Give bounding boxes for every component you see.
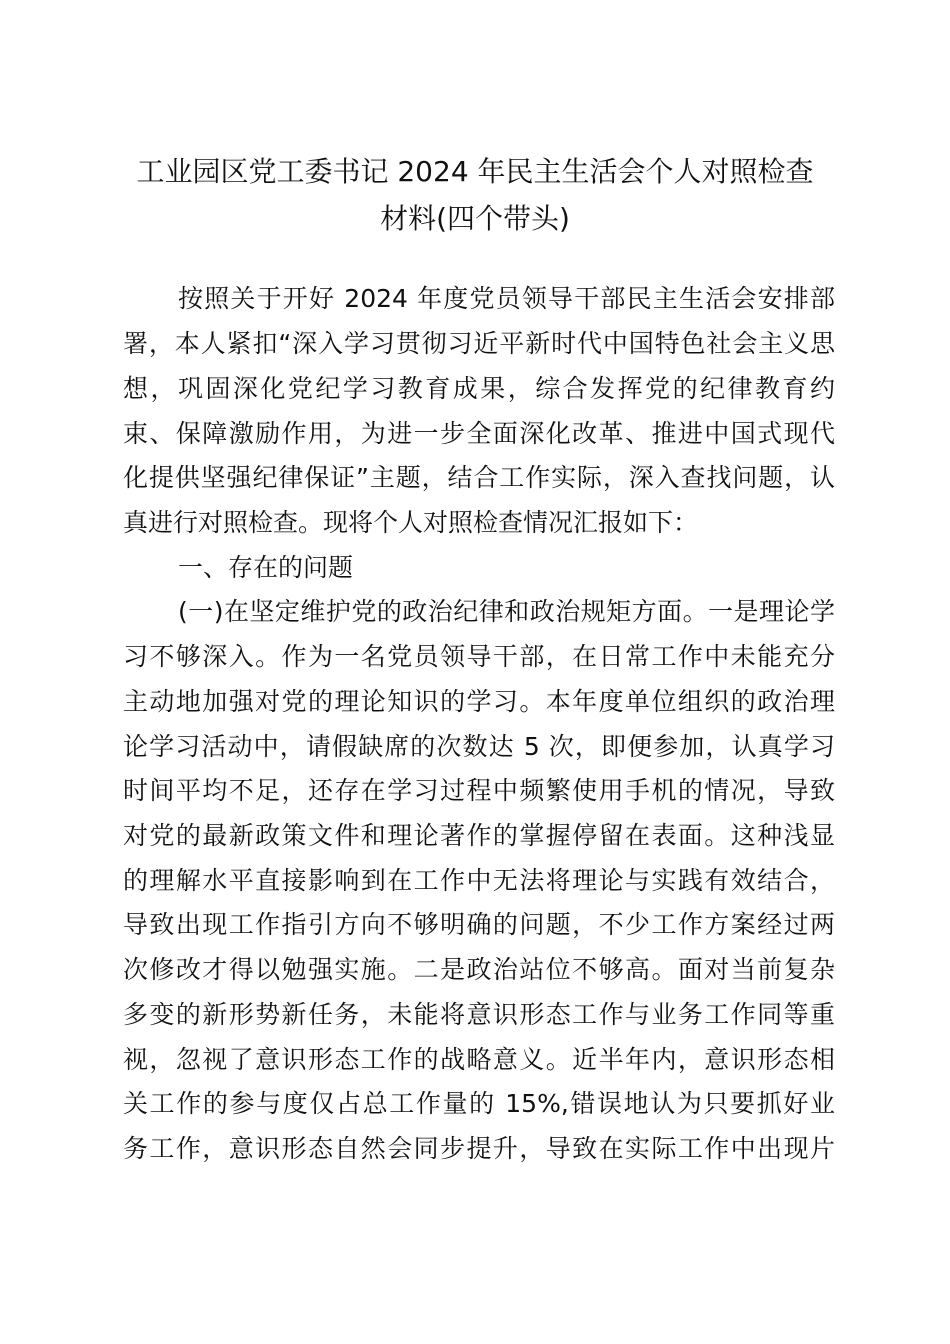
document-title-line-2: 材料(四个带头)	[380, 202, 570, 235]
paragraph-line: 化提供坚强纪律保证”主题，结合工作实际，深入查找问题，认	[123, 463, 835, 492]
paragraph-line: 次修改才得以勉强实施。二是政治站位不够高。面对当前复杂	[123, 955, 835, 984]
paragraph-line: 按照关于开好 2024 年度党员领导干部民主生活会安排部	[178, 284, 835, 313]
section-heading: 一、存在的问题	[178, 553, 354, 582]
paragraph-line: 论学习活动中，请假缺席的次数达 5 次，即便参加，认真学习	[123, 732, 835, 761]
paragraph-line: 的理解水平直接影响到在工作中无法将理论与实践有效结合，	[123, 866, 835, 895]
paragraph-line: (一)在坚定维护党的政治纪律和政治规矩方面。一是理论学	[178, 597, 835, 626]
paragraph-line: 束、保障激励作用，为进一步全面深化改革、推进中国式现代	[123, 419, 835, 448]
paragraph-line: 务工作，意识形态自然会同步提升，导致在实际工作中出现片	[123, 1134, 835, 1163]
paragraph-line: 署，本人紧扣“深入学习贯彻习近平新时代中国特色社会主义思	[123, 329, 835, 358]
paragraph-line: 关工作的参与度仅占总工作量的 15%,错误地认为只要抓好业	[123, 1089, 835, 1118]
paragraph-line: 想，巩固深化党纪学习教育成果，综合发挥党的纪律教育约	[123, 374, 835, 403]
paragraph-line: 主动地加强对党的理论知识的学习。本年度单位组织的政治理	[123, 687, 835, 716]
paragraph-line: 对党的最新政策文件和理论著作的掌握停留在表面。这种浅显	[123, 821, 835, 850]
paragraph-line: 多变的新形势新任务，未能将意识形态工作与业务工作同等重	[123, 1000, 835, 1029]
paragraph-line: 视，忽视了意识形态工作的战略意义。近半年内，意识形态相	[123, 1045, 835, 1074]
paragraph-line: 导致出现工作指引方向不够明确的问题，不少工作方案经过两	[123, 910, 835, 939]
paragraph-line: 习不够深入。作为一名党员领导干部，在日常工作中未能充分	[123, 642, 835, 671]
document-title-line-1: 工业园区党工委书记 2024 年民主生活会个人对照检查	[136, 155, 814, 188]
paragraph-line: 真进行对照检查。现将个人对照检查情况汇报如下：	[123, 508, 699, 537]
paragraph-line: 时间平均不足，还存在学习过程中频繁使用手机的情况，导致	[123, 776, 835, 805]
